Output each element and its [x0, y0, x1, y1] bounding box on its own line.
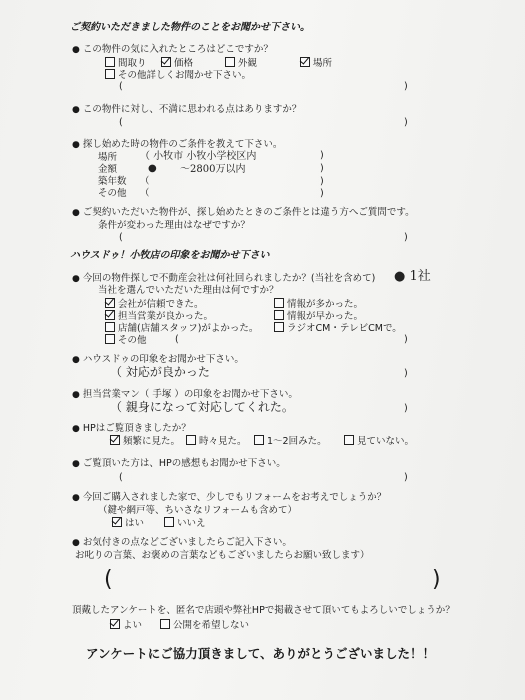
q1-option-gaikan[interactable]: 外観: [225, 57, 257, 70]
q3-answer-kingaku: ～2800万以内: [180, 164, 246, 175]
q1-question: ● この物件の気に入れたところはどこですか？: [72, 44, 273, 55]
checkbox-checked[interactable]: [161, 57, 171, 67]
q10-sub: （鍵や網戸等、ちいさなリフォームも含めて）: [98, 505, 298, 516]
q11-paren-open: (: [104, 567, 113, 592]
q5-paren-open: (: [175, 334, 179, 345]
q1-option-kakaku[interactable]: 価格: [161, 57, 193, 70]
q5-option-2[interactable]: 情報が多かった。: [274, 298, 363, 311]
q6-question: ● ハウスドゥの印象をお聞かせ下さい。: [72, 354, 244, 365]
q3-label-sonota: その他: [98, 188, 127, 199]
checkbox[interactable]: [164, 517, 174, 527]
q10-option-no[interactable]: いいえ: [164, 517, 206, 530]
q5-option-7[interactable]: その他: [105, 334, 147, 347]
q8-question: ● HPはご覧頂きましたか？: [72, 423, 191, 434]
q2-paren-open: (: [119, 117, 123, 128]
checkbox[interactable]: [274, 310, 284, 320]
q11-paren-close: ): [432, 567, 441, 592]
scribble-mark: ●: [148, 163, 157, 174]
q5-option-4[interactable]: 情報が早かった。: [274, 310, 363, 323]
q11-sub: お叱りの言葉、お褒めの言葉などもございましたらお願い致します）: [75, 550, 370, 561]
checkbox[interactable]: [105, 322, 115, 332]
q9-paren-open: (: [119, 472, 123, 483]
q8-option-2[interactable]: 時々見た。: [186, 435, 247, 448]
scribble-mark: ●: [394, 269, 410, 284]
checkbox-checked[interactable]: [112, 517, 122, 527]
q3-answer-sonota: （: [140, 188, 150, 199]
q9-question: ● ご覧頂いた方は、HPの感想もお聞かせ下さい。: [72, 458, 286, 469]
section2-heading: ハウスドゥ！小牧店の印象をお聞かせ下さい: [70, 250, 270, 261]
checkbox-checked[interactable]: [110, 435, 120, 445]
q10-option-yes[interactable]: はい: [112, 517, 144, 530]
q3-answer-basho: （ 小牧市 小牧小学校区内: [140, 151, 257, 162]
q3-label-chikunensu: 築年数: [98, 176, 127, 187]
q3-paren-close-2: ): [320, 163, 324, 174]
q2-question: ● この物件に対し、不満に思われる点はありますか？: [72, 104, 302, 115]
q8-option-3[interactable]: 1～2回みた。: [254, 435, 327, 448]
q12-option-yes[interactable]: よい: [110, 619, 142, 632]
q11-question: ● お気付きの点などございましたらご記入下さい。: [72, 537, 292, 548]
q6-paren-close: ): [404, 368, 408, 379]
checkbox[interactable]: [105, 334, 115, 344]
q5-option-6[interactable]: ラジオCM・テレビCMで。: [274, 322, 402, 335]
q5-option-1[interactable]: 会社が信頼できた。: [105, 298, 204, 311]
q1-other[interactable]: その他詳しくお聞かせ下さい。: [105, 69, 251, 82]
q4-question: ● ご契約いただいた物件が、探し始めたときのご条件とは違う方へご質問です。: [72, 207, 415, 218]
q8-option-4[interactable]: 見ていない。: [344, 435, 414, 448]
q7-question: ● 担当営業マン（ 手塚 ）の印象をお聞かせ下さい。: [72, 389, 298, 400]
q3-paren-close-3: ): [320, 176, 324, 187]
q3-question: ● 探し始めた時の物件のご条件を教えて下さい。: [72, 139, 283, 150]
q3-paren-close-1: ): [320, 150, 324, 161]
q5-answer: ● 1社: [394, 269, 431, 284]
q2-paren-close: ): [404, 117, 408, 128]
q4-sub: 条件が変わった理由はなぜですか？: [98, 220, 250, 231]
checkbox[interactable]: [274, 298, 284, 308]
q7-paren-close: ): [404, 403, 408, 414]
q10-question: ● 今回ご購入されました家で、少しでもリフォームをお考えでしょうか？: [72, 492, 387, 503]
q5-option-5[interactable]: 店舗(店舗スタッフ)がよかった。: [105, 322, 258, 335]
q5-paren-close: ): [404, 334, 408, 345]
q6-answer: （ 対応が良かった: [110, 365, 210, 379]
q5-option-3[interactable]: 担当営業が良かった。: [105, 310, 213, 323]
q3-answer-chikunensu: （: [140, 176, 150, 187]
q3-label-basho: 場所: [98, 152, 118, 163]
q4-paren-open: (: [119, 232, 123, 243]
checkbox[interactable]: [186, 435, 196, 445]
checkbox[interactable]: [274, 322, 284, 332]
checkbox[interactable]: [105, 69, 115, 79]
q3-label-kingaku: 金額: [98, 164, 118, 175]
q12-question: 頂戴したアンケートを、匿名で店頭や弊社HPで掲載させて頂いてもよろしいでしょうか？: [72, 605, 455, 616]
checkbox[interactable]: [254, 435, 264, 445]
q7-answer: （ 親身になって対応してくれた。: [110, 400, 294, 414]
q5-sub: 当社を選んでいただいた理由は何ですか？: [98, 285, 279, 296]
closing-message: アンケートにご協力頂きまして、ありがとうございました！！: [86, 646, 436, 661]
q12-option-no[interactable]: 公開を希望しない: [160, 619, 249, 632]
checkbox-checked[interactable]: [300, 57, 310, 67]
q5-question: ● 今回の物件探しで不動産会社は何社回られましたか？(当社を含めて): [72, 273, 376, 284]
q9-paren-close: ): [404, 472, 408, 483]
checkbox-checked[interactable]: [105, 310, 115, 320]
q1-paren-open: (: [119, 81, 123, 92]
q3-paren-close-4: ): [320, 188, 324, 199]
q4-paren-close: ): [404, 232, 408, 243]
checkbox[interactable]: [344, 435, 354, 445]
checkbox[interactable]: [160, 619, 170, 629]
q1-option-basho[interactable]: 場所: [300, 57, 332, 70]
checkbox[interactable]: [225, 57, 235, 67]
checkbox-checked[interactable]: [110, 619, 120, 629]
q1-option-madori[interactable]: 間取り: [105, 57, 147, 70]
checkbox[interactable]: [105, 57, 115, 67]
q1-paren-close: ): [404, 81, 408, 92]
intro-heading: ご契約いただきました物件のことをお聞かせ下さい。: [70, 22, 310, 33]
q8-option-1[interactable]: 頻繁に見た。: [110, 435, 180, 448]
